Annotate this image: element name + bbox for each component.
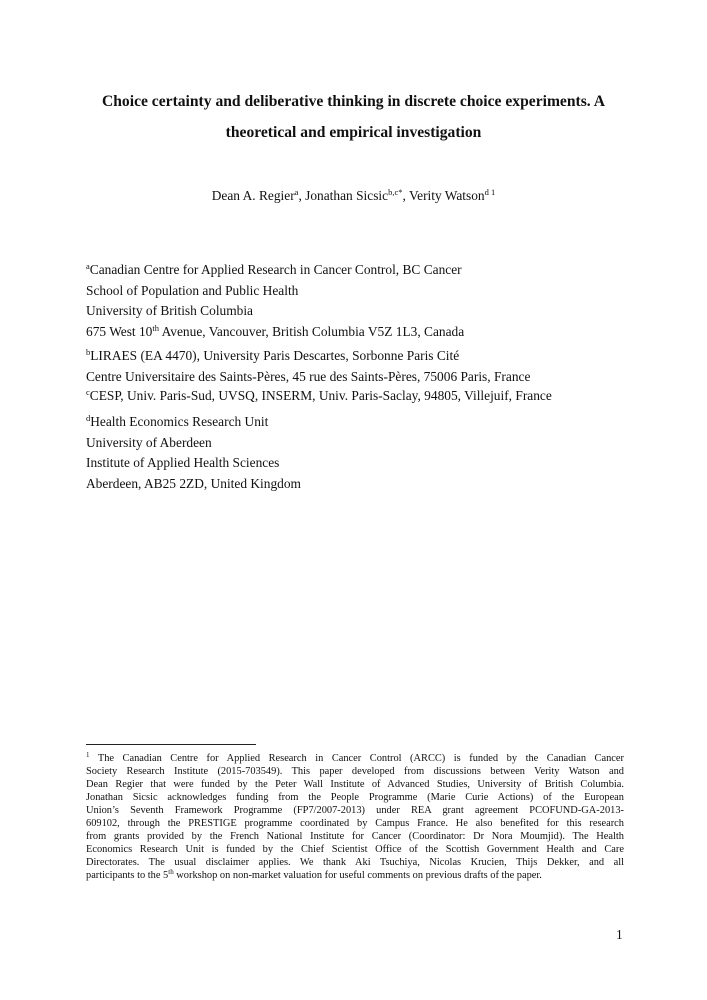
author-name: Dean A. Regier: [211, 188, 295, 203]
affiliation-mark: c: [86, 387, 90, 397]
footnote-line: Society Research Institute (2015-703549). This paper developed from discussions between Verity Watson and: [86, 766, 624, 777]
address-text: Avenue, Vancouver, British Columbia V5Z 1L3, Canada: [159, 323, 465, 339]
affiliation-c: [86, 386, 552, 407]
affiliation-d: [86, 412, 301, 494]
affiliation-line: Canadian Centre for Applied Research in Cancer Control, BC Cancer: [89, 262, 462, 277]
author-affiliation-mark: a: [294, 187, 299, 197]
affiliation-line: Aberdeen, AB25 2ZD, United Kingdom: [86, 475, 301, 491]
footnote-text: The Canadian Centre for Applied Research in Cancer Control (ARCC) is funded by the Canadian Cancer: [97, 753, 624, 764]
footnote: [86, 752, 624, 882]
affiliation-line: CESP, Univ. Paris-Sud, UVSQ, INSERM, Univ. Paris-Saclay, 94805, Villejuif, France: [89, 388, 552, 403]
author-list: [0, 188, 707, 204]
ordinal-sup: th: [168, 868, 174, 876]
affiliation-line: Institute of Applied Health Sciences: [86, 455, 280, 470]
title-line-2: theoretical and empirical investigation: [225, 124, 482, 141]
title-line-1: Choice certainty and deliberative thinking in discrete choice experiments. A: [102, 93, 605, 110]
footnote-line: 609102, through the PRESTIGE programme coordinated by Campus France. He also benefited for this research: [86, 818, 624, 829]
footnote-line: [86, 869, 624, 882]
affiliation-mark: b: [86, 347, 91, 357]
author-separator: ,: [298, 188, 306, 203]
author-separator: ,: [402, 188, 409, 203]
affiliation-address: [86, 322, 464, 343]
footnote-mark: 1: [86, 751, 90, 759]
page-number: 1: [616, 927, 623, 942]
affiliation-line: University of Aberdeen: [86, 434, 212, 450]
author-affiliation-mark: b,c*: [388, 187, 403, 197]
footnote-line: Union’s Seventh Framework Programme (FP7/2007-2013) under REA grant agreement PCOFUND-GA-2013-: [86, 805, 624, 816]
affiliation-line: University of British Columbia: [86, 303, 254, 318]
author-affiliation-mark: d 1: [484, 187, 496, 197]
affiliation-line: Health Economics Research Unit: [90, 414, 269, 429]
footnote-text: participants to the 5: [86, 870, 169, 881]
affiliation-line: School of Population and Public Health: [86, 282, 299, 298]
footnote-divider: [86, 744, 256, 745]
affiliation-b: [86, 346, 530, 387]
affiliation-line: LIRAES (EA 4470), University Paris Descartes, Sorbonne Paris Cité: [90, 348, 460, 363]
author-name: Verity Watson: [408, 188, 485, 203]
footnote-line: Dean Regier that were funded by the Peter Wall Institute of Advanced Studies, University of British Columbia.: [86, 779, 624, 790]
affiliation-a: [86, 260, 464, 342]
address-text: 675 West 10: [86, 323, 153, 339]
author-name: Jonathan Sicsic: [305, 188, 389, 203]
affiliation-mark: d: [86, 413, 91, 423]
footnote-text: workshop on non-market valuation for useful comments on previous drafts of the paper.: [173, 870, 542, 881]
affiliation-line: Centre Universitaire des Saints-Pères, 45 rue des Saints-Pères, 75006 Paris, France: [86, 368, 531, 384]
affiliation-mark: a: [86, 261, 90, 271]
ordinal-sup: th: [152, 322, 159, 333]
footnote-line: Economics Research Unit is funded by the Chief Scientist Office of the Scottish Government Health and Care: [86, 844, 624, 855]
footnote-line: Jonathan Sicsic acknowledges funding from the People Programme (Marie Curie Actions) of the European: [86, 792, 624, 803]
footnote-line: [86, 752, 624, 765]
footnote-line: Directorates. The usual disclaimer applies. We thank Aki Tsuchiya, Nicolas Krucien, Thijs Dekker, and all: [86, 857, 624, 868]
paper-title: [60, 86, 647, 148]
footnote-line: from grants provided by the French National Institute for Cancer (Coordinator: Dr Nora Moumjid). The Health: [86, 831, 624, 842]
